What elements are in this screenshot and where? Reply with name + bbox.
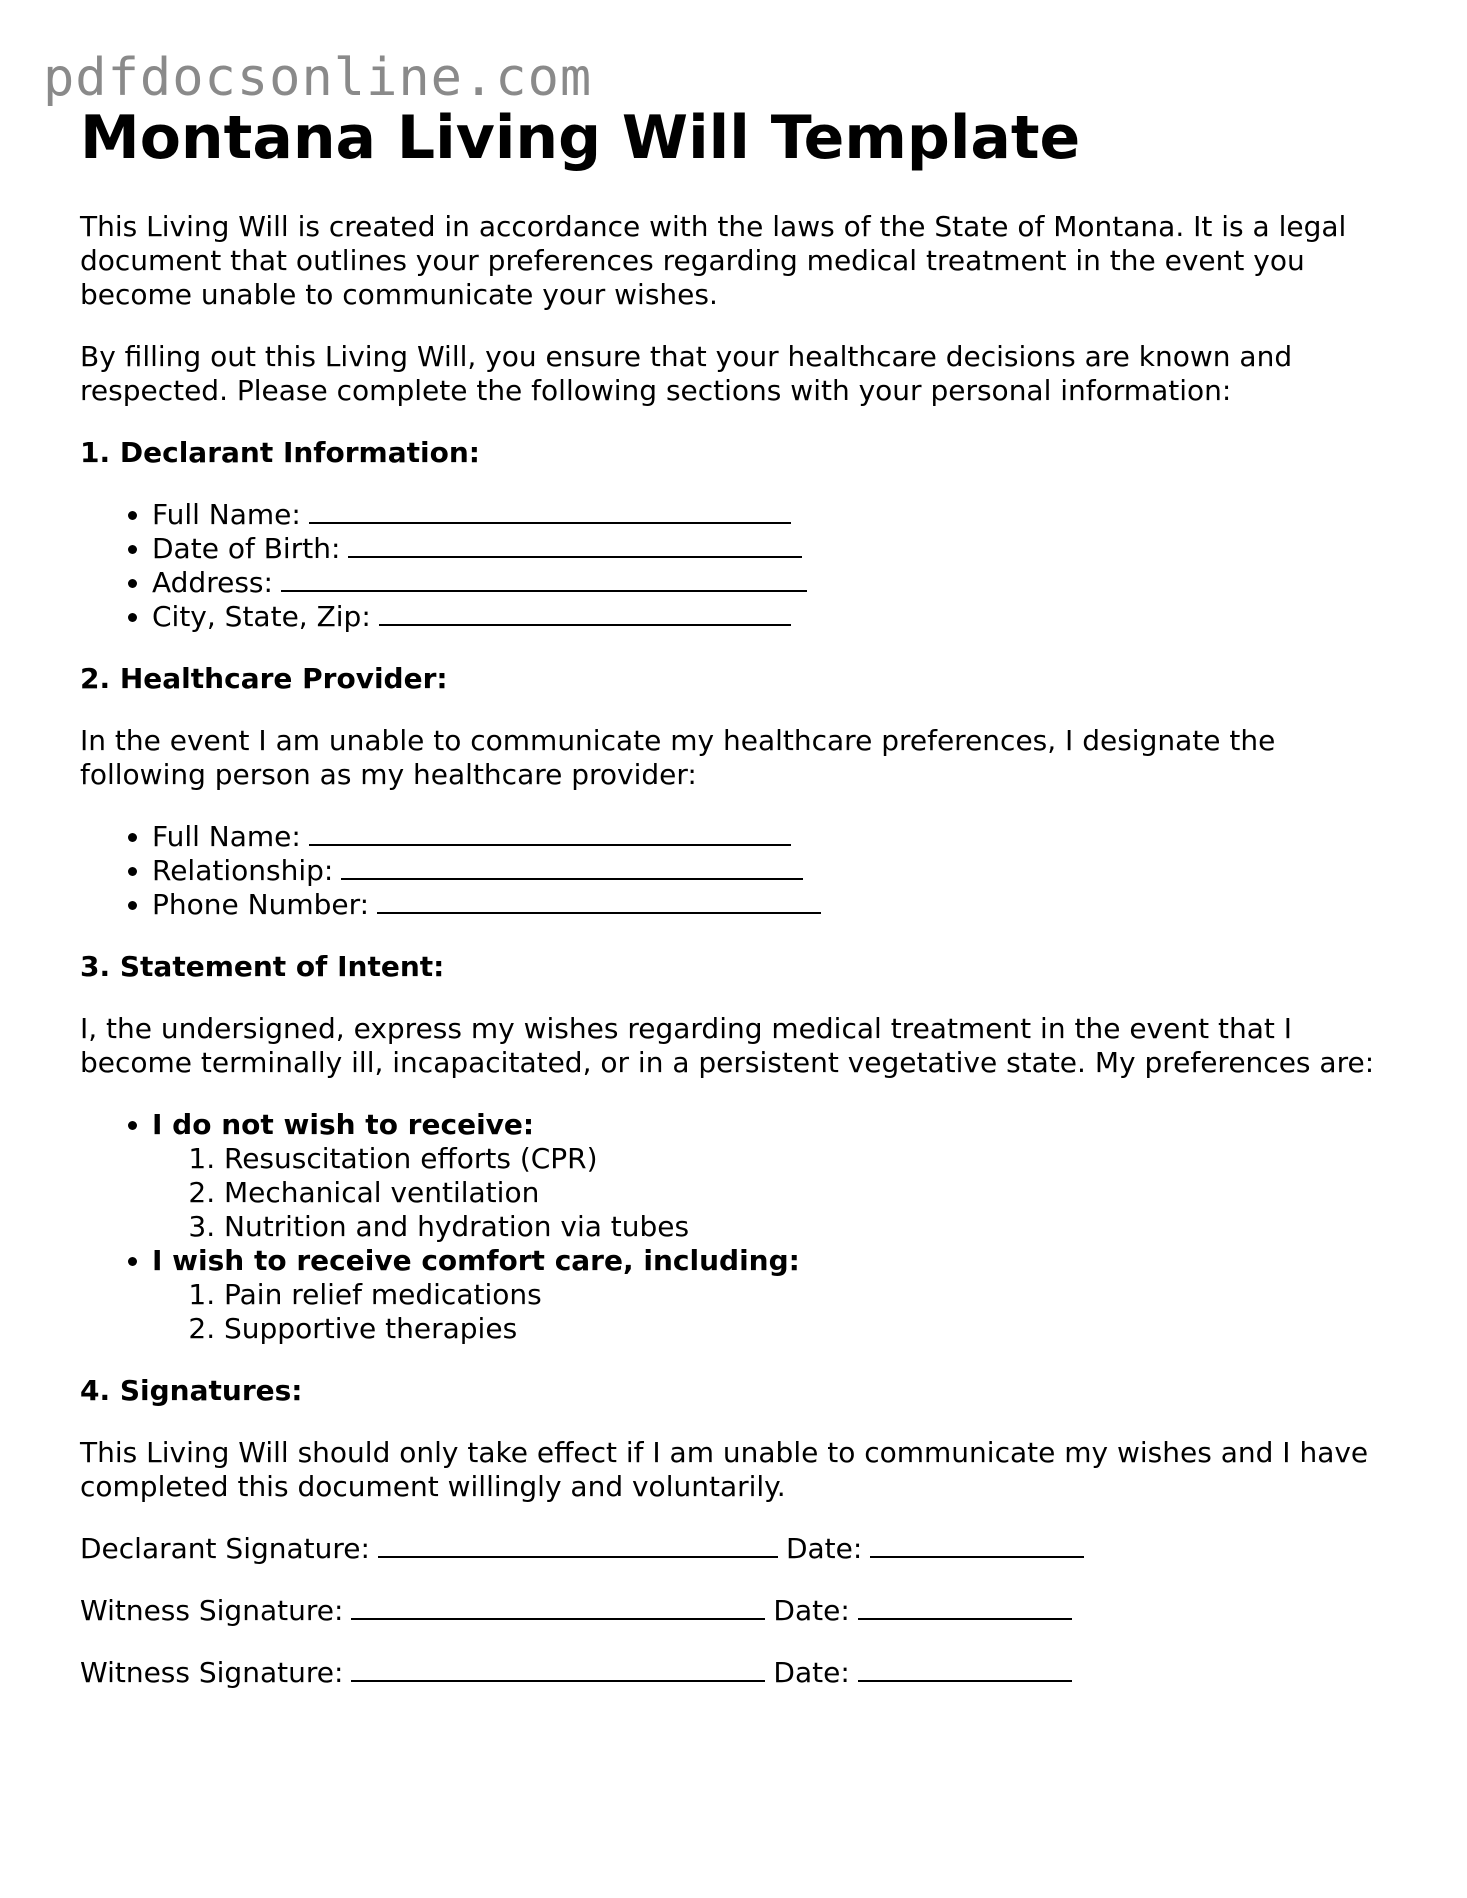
declarant-signature-line: [80, 1532, 1410, 1566]
provider-fields: [80, 820, 1410, 922]
address-field[interactable]: [281, 568, 807, 592]
list-item: [152, 820, 1410, 854]
date-label: Date:: [773, 1594, 850, 1627]
witness-2-signature-field[interactable]: [351, 1658, 765, 1682]
declarant-date-field[interactable]: [870, 1534, 1084, 1558]
witness-signature-line-2: [80, 1656, 1410, 1690]
list-item: [152, 600, 1410, 634]
comfort-care-heading: I wish to receive comfort care, including:: [152, 1244, 800, 1277]
not-receive-heading: I do not wish to receive:: [152, 1108, 535, 1141]
provider-paragraph: In the event I am unable to communicate my healthcare preferences, I designate the following person as my healthcare provider:: [80, 724, 1276, 791]
intro-paragraph-2: By filling out this Living Will, you ensure that your healthcare decisions are known and respected. Please complete the following sections with your personal information:: [80, 340, 1293, 407]
list-item: 2. Supportive therapies: [224, 1312, 1410, 1346]
full-name-field[interactable]: [309, 500, 791, 524]
section-signatures-title: 4. Signatures:: [80, 1374, 303, 1407]
date-label: Date:: [785, 1532, 863, 1565]
list-item: 3. Nutrition and hydration via tubes: [224, 1210, 1410, 1244]
list-item: [152, 854, 1410, 888]
watermark: pdfdocsonline.com: [43, 48, 593, 108]
list-item: [152, 498, 1410, 532]
intro-paragraph-1: This Living Will is created in accordance with the laws of the State of Montana. It is a legal document that outlines your preferences regarding medical treatment in the event you become unable to communicate your wishes.: [80, 210, 1347, 311]
witness-1-date-field[interactable]: [858, 1596, 1072, 1620]
declarant-signature-field[interactable]: [378, 1534, 778, 1558]
section-intent-title: 3. Statement of Intent:: [80, 950, 445, 983]
witness-signature-line-1: [80, 1594, 1410, 1628]
document-page: [80, 100, 1410, 1690]
field-label: Address:: [152, 566, 273, 599]
list-item: [152, 566, 1410, 600]
relationship-field[interactable]: [341, 856, 803, 880]
list-item: 1. Resuscitation efforts (CPR): [224, 1142, 1410, 1176]
signature-label: Declarant Signature:: [80, 1532, 370, 1565]
signatures-paragraph: This Living Will should only take effect if I am unable to communicate my wishes and I have completed this document willingly and voluntarily.: [80, 1436, 1369, 1503]
city-state-zip-field[interactable]: [379, 602, 791, 626]
field-label: Date of Birth:: [152, 532, 341, 565]
list-item: [152, 1244, 1410, 1346]
section-declarant-title: 1. Declarant Information:: [80, 436, 480, 469]
witness-1-signature-field[interactable]: [351, 1596, 765, 1620]
field-label: City, State, Zip:: [152, 600, 371, 633]
intent-paragraph: I, the undersigned, express my wishes regarding medical treatment in the event that I become terminally ill, incapacitated, or in a persistent vegetative state. My preferences are:: [80, 1012, 1375, 1079]
declarant-fields: [80, 498, 1410, 634]
phone-number-field[interactable]: [377, 890, 821, 914]
witness-2-date-field[interactable]: [858, 1658, 1072, 1682]
not-receive-items: [152, 1142, 1410, 1244]
preferences-list: [80, 1108, 1410, 1346]
date-of-birth-field[interactable]: [348, 534, 802, 558]
signature-label: Witness Signature:: [80, 1656, 344, 1689]
comfort-care-items: [152, 1278, 1410, 1346]
list-item: [152, 1108, 1410, 1244]
section-provider-title: 2. Healthcare Provider:: [80, 662, 448, 695]
list-item: [152, 532, 1410, 566]
list-item: [152, 888, 1410, 922]
list-item: 2. Mechanical ventilation: [224, 1176, 1410, 1210]
field-label: Phone Number:: [152, 888, 370, 921]
list-item: 1. Pain relief medications: [224, 1278, 1410, 1312]
signature-label: Witness Signature:: [80, 1594, 344, 1627]
field-label: Full Name:: [152, 498, 301, 531]
field-label: Relationship:: [152, 854, 334, 887]
field-label: Full Name:: [152, 820, 301, 853]
provider-full-name-field[interactable]: [309, 822, 791, 846]
page-title: Montana Living Will Template: [80, 103, 1081, 173]
date-label: Date:: [773, 1656, 850, 1689]
